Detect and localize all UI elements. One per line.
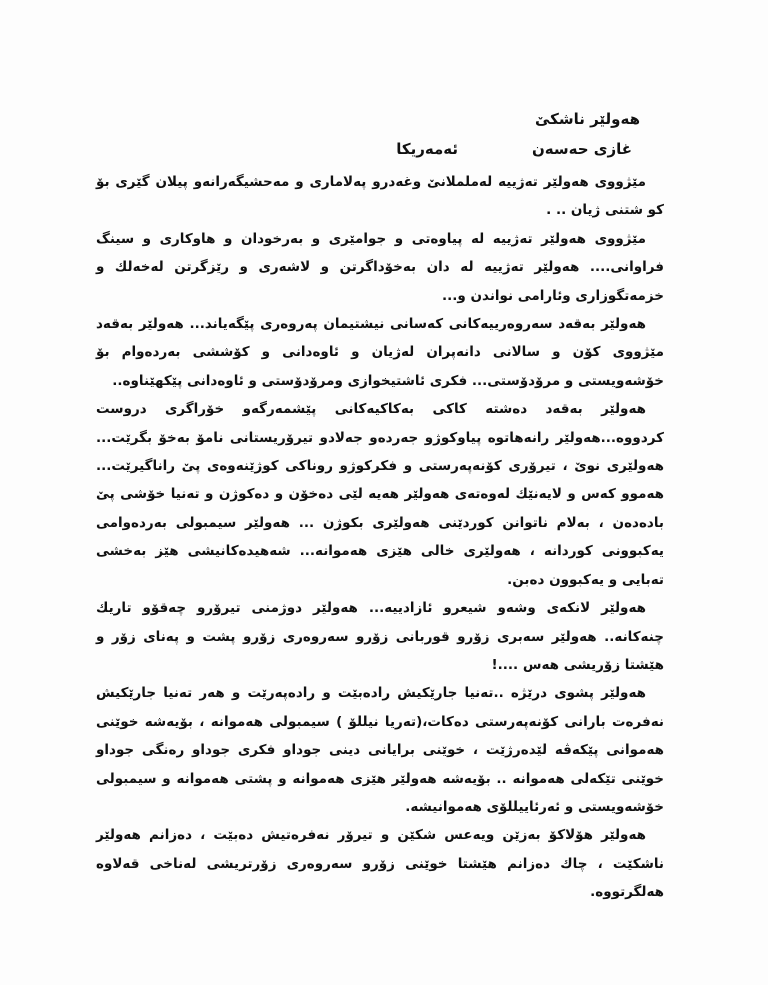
paragraph: هەولێر لانکەی وشەو شیعرو ئازادییە... هەولێر دوژمنی تیرۆرو چەقۆو تاریك چنەکانە.. هەولێر سەبری زۆرو قوربانی زۆرو سەروەری زۆرو پشت و پەنای زۆر و هێشتا زۆریشی هەس ....! — [96, 600, 664, 673]
author-name: غازی حەسەن — [531, 140, 632, 158]
paragraph: هەولێر بەقەد سەروەرییەکانی کەسانی نیشتیمان پەروەری پێگەیاند... هەولێر بەقەد مێژووی کۆن و سالانی دانەپران لەژیان و ئاوەدانی و کۆششی بەردەوام بۆ خۆشەویستی و مرۆدۆستی... فکری ئاشتیخوازی ومرۆدۆستی و ئاوەدانی پێکهێناوە.. — [96, 316, 664, 389]
author-location: ئەمەریکا — [396, 140, 458, 158]
paragraph: مێژووی هەولێر تەژییە لە پیاوەتی و جوامێری و بەرخودان و هاوکاری و سینگ فراوانی.... هەولێر تەژییە لە دان بەخۆداگرتن و لاشەری و رێزگرتن لەخەلك و خزمەتگوزاری وئارامی نواندن و... — [96, 230, 664, 304]
document-title: هەولێر ناشکێ — [534, 110, 640, 128]
paragraph: هەولێر بەقەد دەشتە کاکی بەکاکیەکانی پێشمەرگەو خۆراگری دروست کردووە...هەولێر رانەهاتوە پیاوکوژو جەردەو جەلادو تیرۆریستانی نامۆ بەخۆ بگرێت... هەولێری نوێ ، تیرۆری کۆنەپەرستی و فکرکوژو روناکی کوژێنەوەی پێ راناگیرێت... هەموو کەس و لایەنێك لەوەتەی هەولێر هەیە لێی دەخۆن و دەکوژن و تەنیا خۆشی پێ بادەدەن ، بەلام ناتوانن کوردێنی هەولێری بکوژن ... هەولێر سیمبولی بەردەوامی یەکبوونی کوردانە ، هەولێری خالی هێزی هەموانە... شەهیدەکانیشی هێز بەخشی تەبایی و یەکبوون دەبن. — [96, 401, 664, 588]
paragraph: هەولێر پشوی درێژە ..تەنیا جارێکیش رادەبێت و رادەپەرێت و هەر تەنیا جارێکیش نەفرەت بارانی کۆنەپەرستی دەکات،(تەریا نیللۆ ) سیمبولی هەموانە ، بۆیەشە خوێنی هەموانی پێکەڤە لێدەرژێت ، خوێنی برایانی دینی جوداو فکری جوداو رەنگی جوداو خوێنی تێکەلی هەموانە .. بۆیەشە هەولێر هێزی هەموانە و پشتی هەموانە و سیمبولی خۆشەویستی و ئەرئاییللۆی هەموانیشە. — [96, 685, 664, 815]
paragraph: هەولێر هۆلاکۆ بەزێن ویەعس شکێن و تیرۆر نەفرەتیش دەبێت ، دەزانم هەولێر ناشکێت ، چاك دەزانم هێشتا خوێنی زۆرو سەروەری زۆرتریشی لەناخی قەلاوە هەلگرتووە. — [96, 827, 664, 901]
document-body — [96, 168, 664, 907]
paragraph: مێژووی هەولێر تەژییە لەململانێ وغەدرو پەلاماری و مەحشیگەرانەو پیلان گێری بۆ کو شتنی ژیان .. . — [96, 174, 664, 219]
